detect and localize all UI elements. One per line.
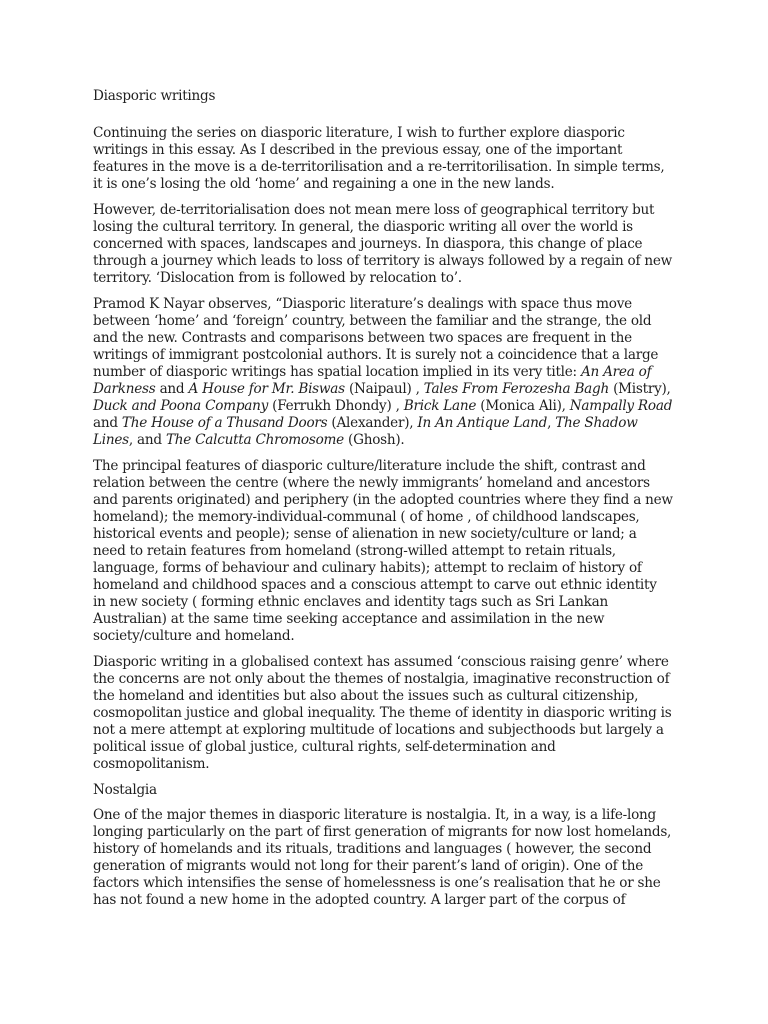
book-title: An Area of Darkness: [93, 364, 652, 397]
text-run: (Naipaul) ,: [344, 381, 424, 397]
text-run: and: [155, 381, 189, 397]
book-title: In An Antique Land: [417, 415, 548, 431]
book-title: Nampally Road: [569, 398, 673, 414]
text-run: (Alexander),: [327, 415, 418, 431]
document-page: [93, 88, 673, 918]
book-title: Tales From Ferozesha Bagh: [423, 381, 609, 397]
book-title: Duck and Poona Company: [93, 398, 269, 414]
text-run: (Ghosh).: [343, 432, 405, 448]
document-title: Diasporic writings: [93, 88, 216, 104]
paragraph-3: [93, 296, 673, 449]
paragraph-1: Continuing the series on diasporic literature, I wish to further explore diasporic writings in this essay. As I described in the previous essay, one of the important features in the move is a de-territorilisation and a re-territorilisation. In simple terms, it is one’s losing the old ‘home’ and regaining a one in the new lands.: [93, 125, 665, 192]
text-run: (Ferrukh Dhondy) ,: [268, 398, 404, 414]
book-title: A House for Mr. Biswas: [188, 381, 345, 397]
paragraph-3-intro: Pramod K Nayar observes, “Diasporic literature’s dealings with space thus move between ‘home’ and ‘foreign’ country, between the familiar and the strange, the old and the new. Contrasts and comparisons between two spaces are frequent in the writings of immigrant postcolonial authors. It is surely not a coincidence that a large number of diasporic writings has spatial location implied in its very title:: [93, 296, 659, 380]
paragraph-2: However, de-territorialisation does not mean mere loss of geographical territory but losing the cultural territory. In general, the diasporic writing all over the world is concerned with spaces, landscapes and journeys. In diaspora, this change of place through a journey which leads to loss of territory is always followed by a regain of new territory. ‘Dislocation from is followed by relocation to’.: [93, 202, 673, 286]
book-title: The Calcutta Chromosome: [165, 432, 344, 448]
book-title: The Shadow Lines: [93, 415, 638, 448]
paragraph-5: Diasporic writing in a globalised context has assumed ‘conscious raising genre’ where the concerns are not only about the themes of nostalgia, imaginative reconstruction of the homeland and identities but also about the issues such as cultural citizenship, cosmopolitan justice and global inequality. The theme of identity in diasporic writing is not a mere attempt at exploring multitude of locations and subjecthoods but largely a political issue of global justice, cultural rights, self-determination and cosmopolitanism.: [93, 654, 672, 772]
paragraph-4: The principal features of diasporic culture/literature include the shift, contrast and relation between the centre (where the newly immigrants’ homeland and ancestors and parents originated) and periphery (in the adopted countries where they find a new homeland); the memory-individual-communal ( of home , of childhood landscapes, historical events and people); sense of alienation in new society/culture or land; a need to retain features from homeland (strong-willed attempt to retain rituals, language, forms of behaviour and culinary habits); attempt to reclaim of history of homeland and childhood spaces and a conscious attempt to carve out ethnic identity in new society ( forming ethnic enclaves and identity tags such as Sri Lankan Australian) at the same time seeking acceptance and assimilation in the new society/culture and homeland.: [93, 458, 673, 644]
text-run: (Monica Ali),: [476, 398, 570, 414]
text-run: , and: [128, 432, 166, 448]
section-heading-nostalgia: Nostalgia: [93, 782, 157, 798]
text-run: (Mistry),: [609, 381, 671, 397]
paragraph-6: One of the major themes in diasporic literature is nostalgia. It, in a way, is a life-long longing particularly on the part of first generation of migrants for now lost homelands, history of homelands and its rituals, traditions and languages ( however, the second generation of migrants would not long for their parent’s land of origin). One of the factors which intensifies the sense of homelessness is one’s realisation that he or she has not found a new home in the adopted country. A larger part of the corpus of: [93, 807, 672, 908]
text-run: ,: [547, 415, 556, 431]
book-title: The House of a Thusand Doors: [121, 415, 328, 431]
book-title: Brick Lane: [403, 398, 477, 414]
text-run: and: [93, 415, 122, 431]
